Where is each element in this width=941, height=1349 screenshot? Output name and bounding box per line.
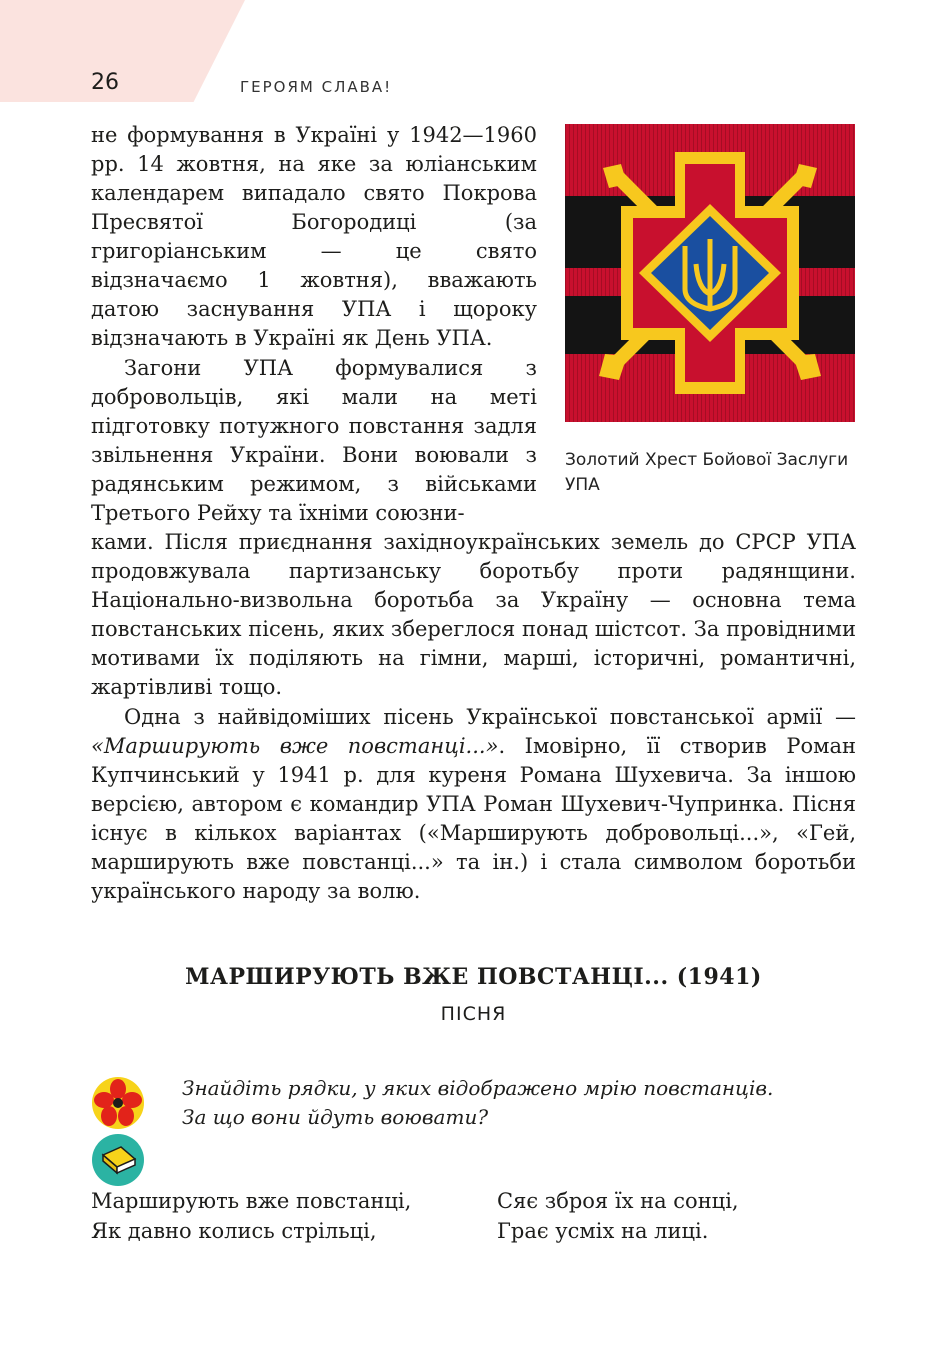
paragraph-4 [91, 703, 856, 906]
verse-line: Сяє зброя їх на сонці, [497, 1189, 739, 1213]
song-title: МАРШИРУЮТЬ ВЖЕ ПОВСТАНЦІ... (1941) [185, 964, 762, 990]
figure-caption: Золотий Хрест Бойової Заслуги УПА [565, 450, 849, 495]
paragraph-1: не формування в Україні у 1942—1960 рр. 14 жовтня, на яке за юліанським календарем випадало свято Покрова Пресвятої Богородиці (за григоріанським — це свято відзначаємо 1 жовтня), вважають датою заснування УПА і щороку відзначають в Україні як День УПА. [91, 123, 537, 350]
verse-line: Марширують вже повстанці, [91, 1189, 412, 1213]
header-corner-decoration [0, 0, 245, 102]
task-line-2: За що вони йдуть воювати? [182, 1105, 489, 1129]
golden-cross-icon [565, 124, 855, 422]
flower-icon [91, 1076, 145, 1134]
paragraph-4-text: Одна з найвідоміших пісень Української повстанської армії — [124, 705, 856, 729]
running-title: ГЕРОЯМ СЛАВА! [240, 78, 393, 96]
page-number: 26 [91, 70, 119, 95]
upa-cross-image [565, 124, 855, 422]
paragraph-2: Загони УПА формувалися з добровольців, які мали на меті підготовку потужного повстання задля звільнення України. Вони воювали з радянським режимом, з військами Третього Рейху та їхніми союзни- [91, 356, 537, 525]
verse-left-column [91, 1186, 411, 1246]
paragraph-3: ками. Після приєднання західноукраїнських земель до СРСР УПА продовжувала партизанську боротьбу проти радянщини. Національно-визвольна боротьба за Україну — основна тема повстанських пісень, яких збереглося понад шістсот. За провідними мотивами їх поділяють на гімни, марші, історичні, романтичні, жартівливі тощо. [91, 530, 856, 699]
song-title-inline: «Марширують вже повстанці...» [91, 734, 499, 758]
verse-line: Грає усміх на лиці. [497, 1219, 709, 1243]
song-subtitle: ПІСНЯ [440, 1003, 507, 1025]
task-question [182, 1074, 872, 1132]
paragraph-4-text-end: . Імовірно, її створив Роман Купчинський у 1941 р. для куреня Романа Шухевича. За іншою версією, автором є командир УПА Роман Шухевич-Чупринка. Пісня існує в кількох варіантах («Марширують добровольці...», «Гей, марширують вже повстанці...» та ін.) і стала символом боротьби українського народу за волю. [91, 734, 856, 903]
verse-right-column [497, 1186, 739, 1246]
task-line-1: Знайдіть рядки, у яких відображено мрію повстанців. [182, 1076, 774, 1100]
verse-line: Як давно колись стрільці, [91, 1219, 377, 1243]
book-icon [91, 1133, 145, 1191]
